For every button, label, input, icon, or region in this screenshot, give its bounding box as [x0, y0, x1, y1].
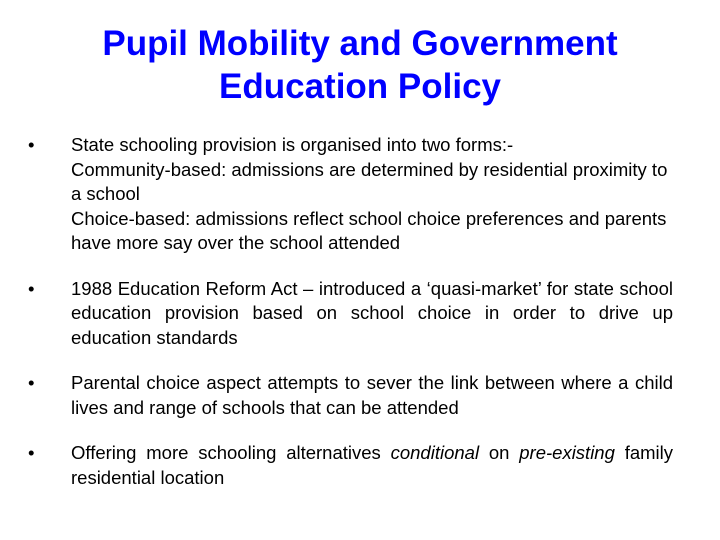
- text-segment: on: [479, 442, 520, 463]
- title-line-1: Pupil Mobility and Government: [102, 24, 618, 63]
- bullet-icon: •: [28, 277, 35, 299]
- bullet-icon: •: [28, 134, 35, 155]
- bullet-item-schooling-forms: [28, 133, 673, 256]
- bullet-text: 1988 Education Reform Act – introduced a ‘quasi-market’ for state school education provision based on school choice in order to drive up education standards: [71, 277, 673, 348]
- emphasis-conditional: conditional: [390, 442, 480, 463]
- text-segment: Offering more schooling alternatives: [71, 442, 391, 463]
- bullet-text: State schooling provision is organised into two forms:-: [71, 134, 514, 155]
- emphasis-pre-existing: pre-existing: [519, 442, 615, 463]
- bullet-icon: •: [28, 372, 35, 393]
- text-segment: family residential location: [71, 442, 674, 488]
- bullet-text: Parental choice aspect attempts to sever the link between where a child lives and range of schools that can be attended: [71, 372, 673, 418]
- sub-point-choice-based: Choice-based: admissions reflect school choice preferences and parents have more say over the school attended: [71, 207, 667, 253]
- bullet-item-reform-act: [28, 277, 673, 351]
- bullet-item-parental-choice: [28, 371, 673, 420]
- bullet-item-schooling-alternatives: [28, 441, 673, 490]
- bullet-list: [28, 133, 673, 511]
- title-line-2: Education Policy: [219, 67, 501, 106]
- bullet-icon: •: [28, 442, 35, 463]
- bullet-text: [71, 441, 673, 490]
- sub-point-community-based: Community-based: admissions are determined by residential proximity to a school: [71, 158, 668, 204]
- slide-title: [0, 22, 720, 108]
